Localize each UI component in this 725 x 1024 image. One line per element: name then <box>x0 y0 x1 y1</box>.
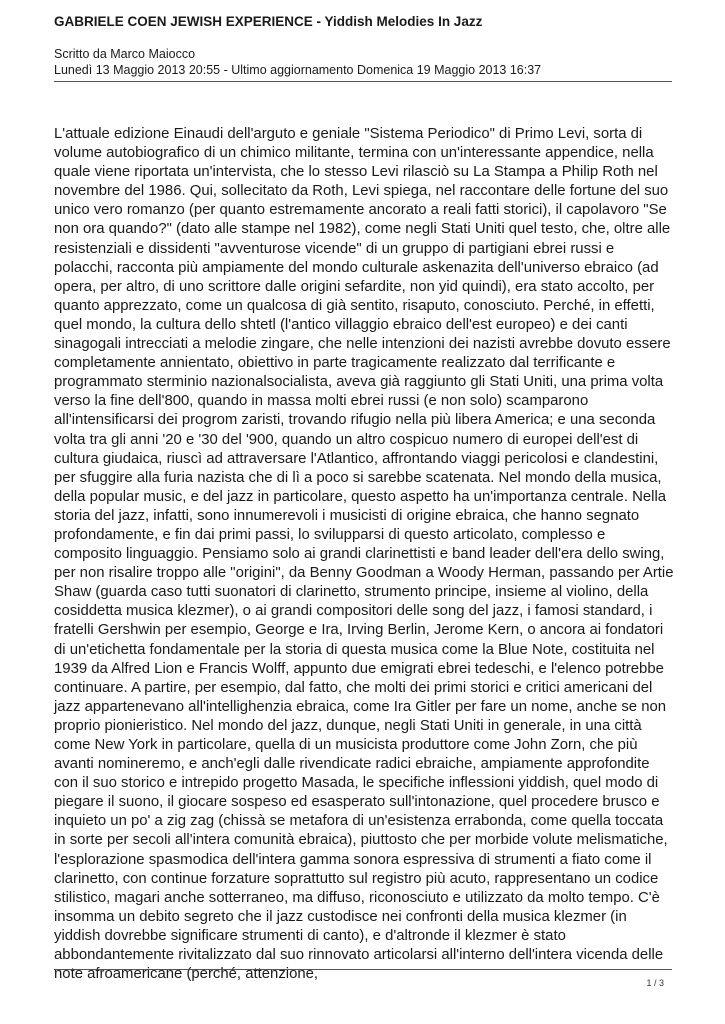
header-divider <box>54 81 672 82</box>
footer-divider <box>54 969 672 970</box>
author-line: Scritto da Marco Maiocco <box>54 47 196 61</box>
date-line: Lunedì 13 Maggio 2013 20:55 - Ultimo aggiornamento Domenica 19 Maggio 2013 16:37 <box>54 63 542 77</box>
article-title: GABRIELE COEN JEWISH EXPERIENCE - Yiddish Melodies In Jazz <box>54 14 483 29</box>
article-body: L'attuale edizione Einaudi dell'arguto e geniale "Sistema Periodico" di Primo Levi, sorta di volume autobiografico di un chimico militante, termina con un'interessante appendice, nella quale viene riportata un'intervista, che lo stesso Levi rilasciò su La Stampa a Philip Roth nel novembre del 1986. Qui, sollecitato da Roth, Levi spiega, nel raccontare delle fortune del suo unico vero romanzo (per quanto estremamente ancorato a reali fatti storici), il capolavoro "Se non ora quando?" (dato alle stampe nel 1982), come negli Stati Uniti quel testo, che, oltre alle resistenziali e dissidenti "avventurose vicende" di un gruppo di partigiani ebrei russi e polacchi, racconta più ampiamente del mondo culturale askenazita dell'universo ebraico (ad opera, per altro, di uno scrittore dalle origini sefardite, non yid quindi), era stato accolto, per quanto apprezzato, come un qualcosa di già sentito, risaputo, conosciuto. Perché, in effetti, quel mondo, la cultura dello shtetl (l'antico villaggio ebraico dell'est europeo) e dei canti sinagogali intrecciati a melodie zingare, che nelle intenzioni dei nazisti avrebbe dovuto essere completamente annientato, obiettivo in parte tragicamente realizzato dal terrificante e programmato sterminio nazionalsocialista, aveva già raggiunto gli Stati Uniti, una prima volta verso la fine dell'800, quando in massa molti ebrei russi (e non solo) scamparono all'intensificarsi dei progrom zaristi, trovando rifugio nella più libera America; e una seconda volta tra gli anni '20 e '30 del '900, quando un altro cospicuo numero di europei dell'est di cultura giudaica, riuscì ad attraversare l'Atlantico, affrontando viaggi pericolosi e clandestini, per sfuggire alla furia nazista che di lì a poco si sarebbe scatenata. Nel mondo della musica, della popular music, e del jazz in particolare, questo aspetto ha un'importanza centrale. Nella storia del jazz, infatti, sono innumerevoli i musicisti di origine ebraica, che hanno segnato profondamente, e fin dai primi passi, lo svilupparsi di questo articolato, complesso e composito linguaggio. Pensiamo solo ai grandi clarinettisti e band leader dell'era dello swing, per non risalire troppo alle "origini", da Benny Goodman a Woody Herman, passando per Artie Shaw (guarda caso tutti suonatori di clarinetto, strumento principe, insieme al violino, della cosiddetta musica klezmer), o ai grandi compositori delle song del jazz, i famosi standard, i fratelli Gershwin per esempio, George e Ira, Irving Berlin, Jerome Kern, o ancora ai fondatori di un'etichetta fondamentale per la storia di questa musica come la Blue Note, costituita nel 1939 da Alfred Lion e Francis Wolff, appunto due emigrati ebrei tedeschi, e l'elenco potrebbe continuare. A partire, per esempio, dal fatto, che molti dei primi storici e critici americani del jazz appartenevano all'intellighenzia ebraica, come Ira Gitler per fare un nome, anche se non proprio pionieristico. Nel mondo del jazz, dunque, negli Stati Uniti in generale, in una città come New York in particolare, quella di un musicista produttore come John Zorn, che più avanti nomineremo, e anch'egli dalle rivendicate radici ebraiche, ampiamente approfondite con il suo storico e intrepido progetto Masada, le specifiche inflessioni yiddish, quel modo di piegare il suono, il giocare sospeso ed esasperato sull'intonazione, quel procedere brusco e inquieto un po' a zig zag (chissà se metafora di un'esistenza errabonda, come quella toccata in sorte per secoli all'intera comunità ebraica), piuttosto che per morbide volute melismatiche, l'esplorazione spasmodica dell'intera gamma sonora espressiva di strumenti a fiato come il clarinetto, con continue forzature soprattutto sul registro più acuto, rappresentano un codice stilistico, magari anche sotterraneo, ma diffuso, riconosciuto e utilizzato da molto tempo. C'è insomma un debito segreto che il jazz custodisce nei confronti della musica klezmer (in yiddish dovrebbe significare strumenti di canto), e d'altronde il klezmer è stato abbondantemente rivitalizzato dal suo rinnovato articolarsi all'interno dell'intera vicenda delle note afroamericane (perché, attenzione, <box>54 126 674 983</box>
article-meta <box>54 46 541 78</box>
page-number: 1 / 3 <box>646 978 664 988</box>
